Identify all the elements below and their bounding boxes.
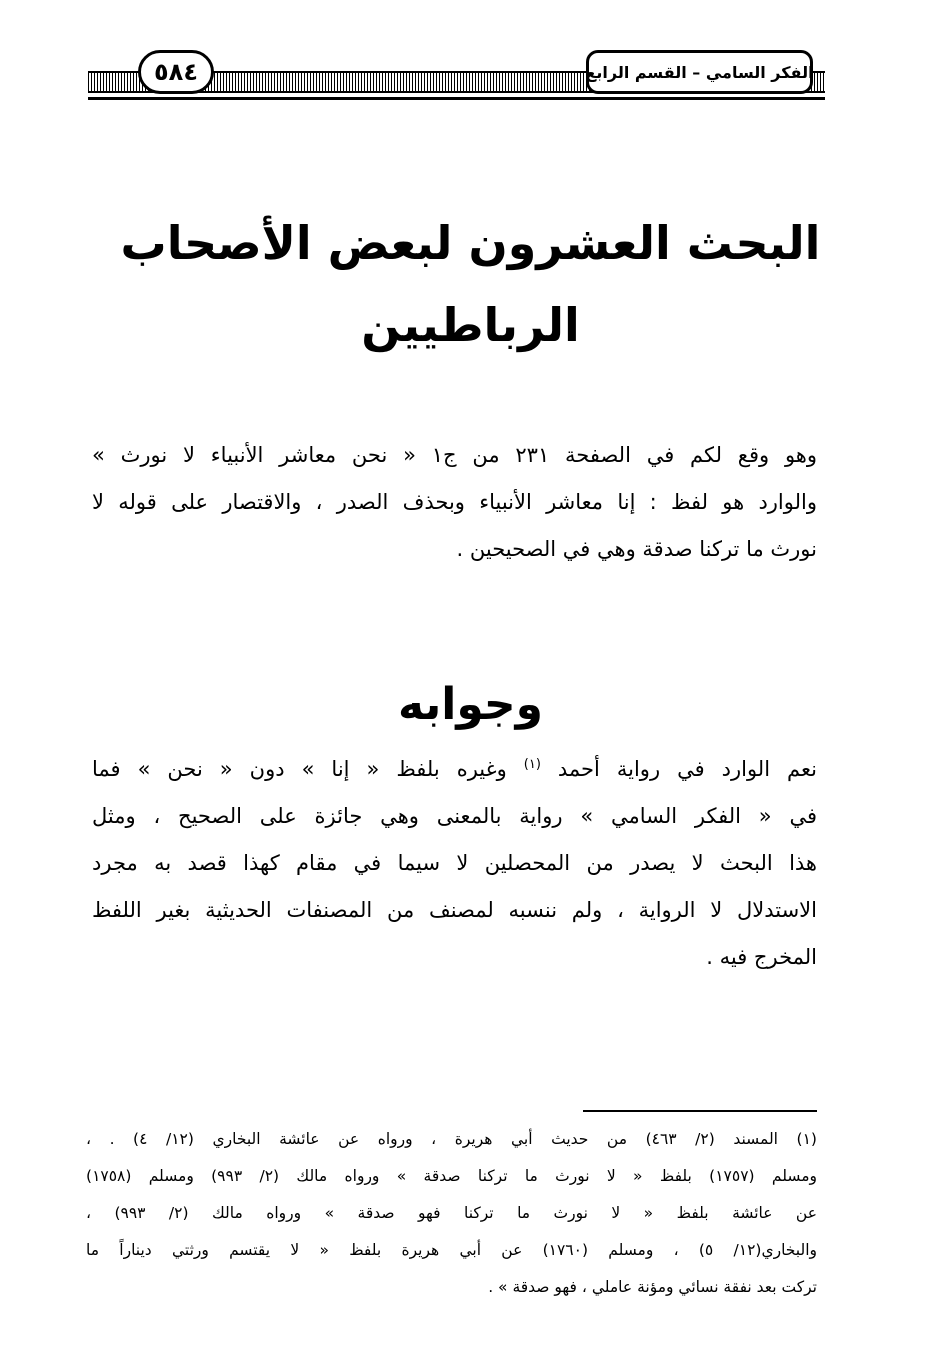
answer-line-5: المخرج فيه .: [706, 945, 817, 969]
question-line-1: وهو وقع لكم في الصفحة ٢٣١ من ج١ « نحن معاشر الأنبياء لا نورث »: [92, 443, 818, 467]
footnote-separator: [583, 1110, 817, 1112]
answer-paragraph: [92, 746, 817, 981]
question-paragraph: [92, 432, 817, 573]
footnote-line-3: عن عائشة بلفظ « لا نورث ما تركنا فهو صدقة » ورواه مالك (٢/ ٩٩٣) ،: [86, 1204, 817, 1222]
header-rule: [88, 97, 825, 100]
footnote-line-5: تركت بعد نفقة نسائي ومؤنة عاملي ، فهو صدقة » .: [488, 1278, 817, 1296]
answer-heading: وجوابه: [398, 679, 543, 730]
page-number: ٥٨٤: [138, 50, 214, 94]
running-title: الفكر السامي – القسم الرابع: [586, 50, 813, 94]
footnote-line-4: والبخاري(١٢/ ٥) ، ومسلم (١٧٦٠) عن أبي هريرة بلفظ « لا يقتسم ورثتي ديناراً ما: [86, 1241, 817, 1259]
question-line-2: والوارد هو لفظ : إنا معاشر الأنبياء وبحذف الصدر ، والاقتصار على قوله لا: [92, 490, 817, 514]
answer-line-3: هذا البحث لا يصدر من المحصلين لا سيما في مقام كهذا قصد به مجرد: [92, 851, 817, 875]
chapter-title-line-2: الرباطيين: [361, 298, 580, 352]
answer-line-1: [92, 746, 817, 793]
answer-line-2: في « الفكر السامي » رواية بالمعنى وهي جائزة على الصحيح ، ومثل: [92, 804, 817, 828]
footnote-reference: (١): [523, 757, 541, 772]
question-line-3: نورث ما تركنا صدقة وهي في الصحيحين .: [456, 537, 817, 561]
answer-line-1-end: وغيره بلفظ « إنا » دون « نحن » فما: [92, 757, 524, 781]
chapter-title-line-1: البحث العشرون لبعض الأصحاب: [120, 216, 821, 270]
footnote-line-1: (١) المسند (٢/ ٤٦٣) من حديث أبي هريرة ، ورواه عن عائشة البخاري (١٢/ ٤) . ،: [86, 1130, 817, 1148]
answer-line-4: الاستدلال لا الرواية ، ولم ننسبه لمصنف من المصنفات الحديثية بغير اللفظ: [92, 898, 817, 922]
footnotes: [86, 1121, 817, 1306]
answer-line-1-start: نعم الوارد في رواية أحمد: [540, 757, 817, 781]
footnote-line-2: ومسلم (١٧٥٧) بلفظ « لا نورث ما تركنا صدقة » ورواه مالك (٢/ ٩٩٣) ومسلم (١٧٥٨): [86, 1167, 817, 1185]
